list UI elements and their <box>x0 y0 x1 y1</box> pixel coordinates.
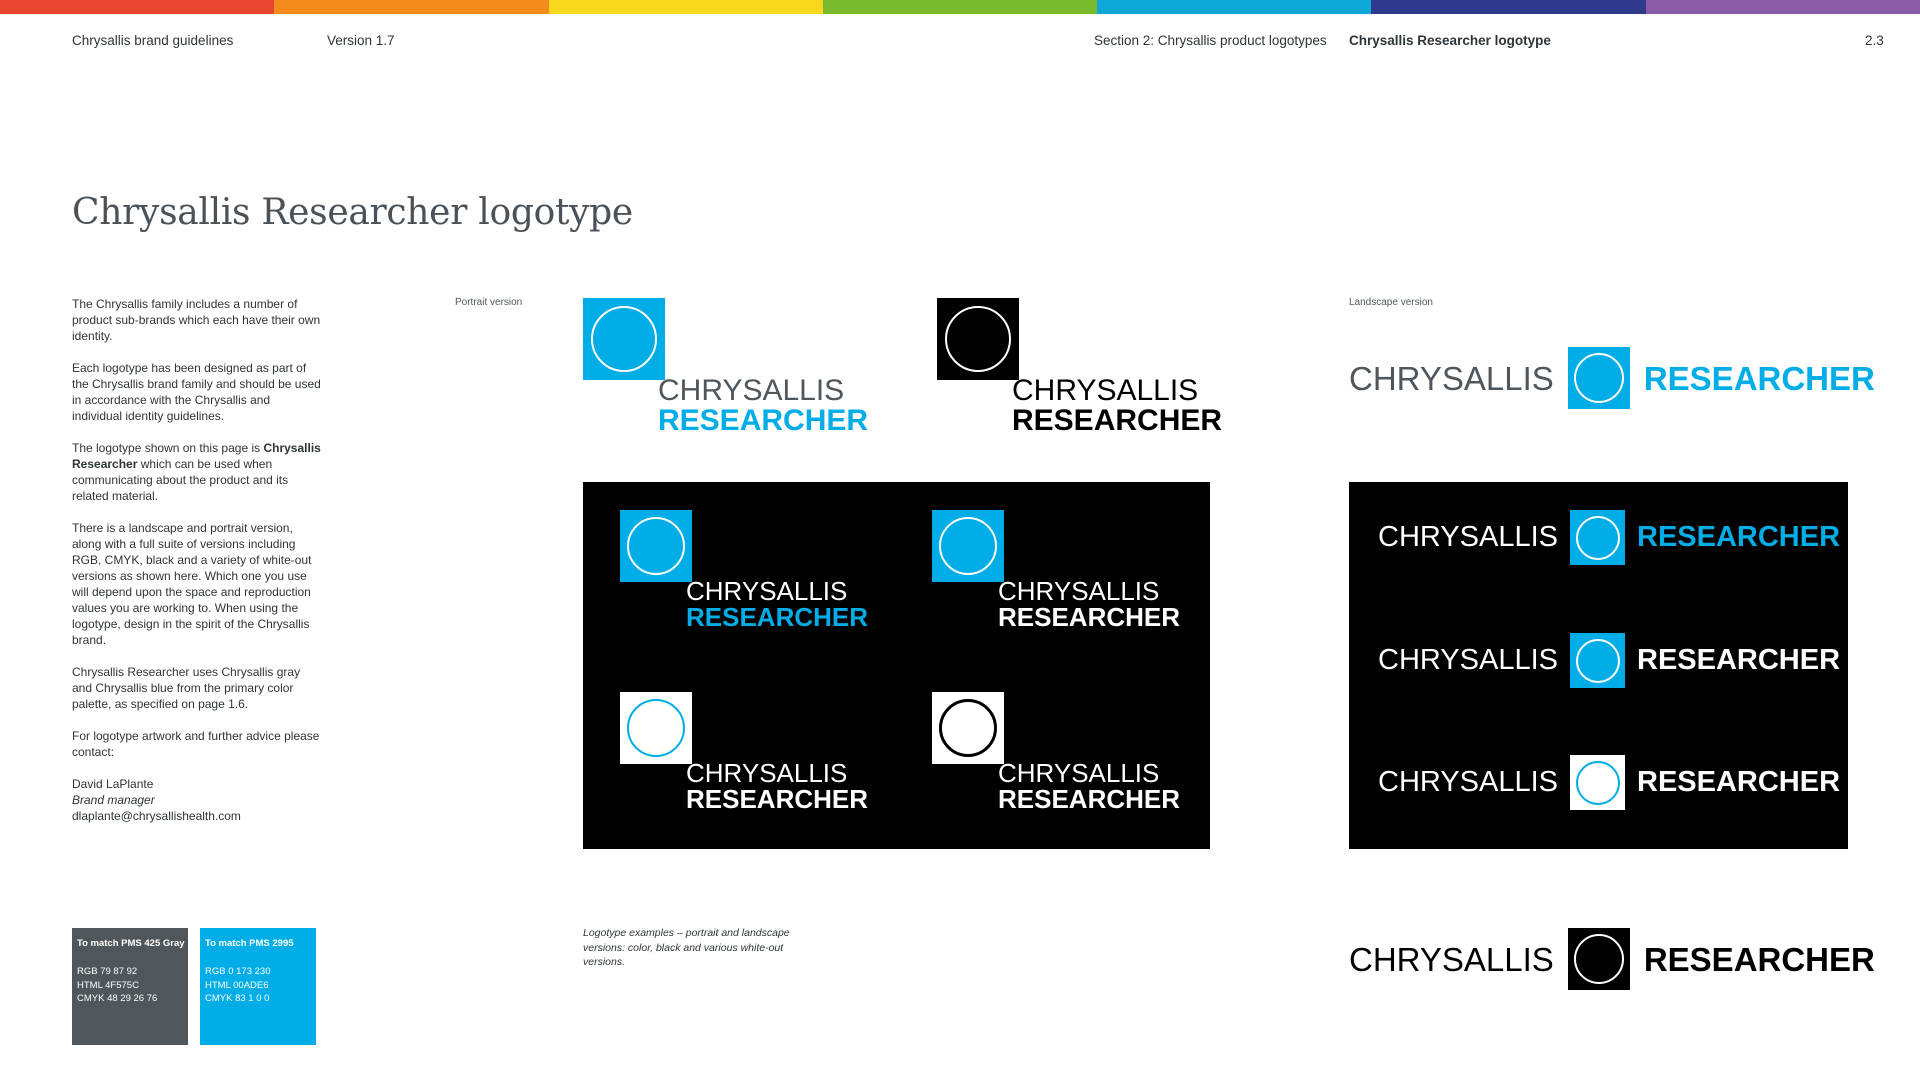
contact-email[interactable]: dlaplante@chrysallishealth.com <box>72 809 241 823</box>
logo-mark-square <box>1568 928 1630 990</box>
swatch-title: To match PMS 425 Gray <box>77 938 185 949</box>
logo-circle-icon <box>591 306 657 372</box>
logo-mark-square <box>1570 755 1625 810</box>
landscape-logo <box>1378 633 1840 688</box>
swatch-gray <box>72 928 188 1045</box>
logo-word-chrysallis: CHRYSALLIS <box>686 576 848 606</box>
intro-text <box>72 296 322 824</box>
logo-word-researcher: RESEARCHER <box>686 784 869 814</box>
page-number: 2.3 <box>1865 33 1884 48</box>
rainbow-segment <box>1646 0 1920 14</box>
logo-mark-square <box>932 692 1004 764</box>
logo-mark-square <box>1568 347 1630 409</box>
swatch-cmyk: CMYK 83 1 0 0 <box>205 993 270 1004</box>
swatch-rgb: RGB 0 173 230 <box>205 966 271 977</box>
logo-word-researcher: RESEARCHER <box>1643 359 1875 397</box>
logo-word-chrysallis: CHRYSALLIS <box>1349 359 1554 397</box>
intro-paragraph: Each logotype has been designed as part of the Chrysallis brand family and should be used in accordance with the Chrysallis and individual identity guidelines. <box>72 361 321 423</box>
logo-circle-icon <box>1574 934 1624 984</box>
logo-mark-square <box>937 298 1019 380</box>
section-label: Section 2: Chrysallis product logotypes <box>1094 33 1327 48</box>
product-name: Chrysallis Researcher <box>72 441 321 471</box>
swatch-blue <box>200 928 316 1045</box>
page-topic: Chrysallis Researcher logotype <box>1349 33 1551 48</box>
swatch-html: HTML 4F575C <box>77 979 139 991</box>
swatch-cmyk: CMYK 48 29 26 76 <box>77 993 158 1004</box>
logo-word-chrysallis: CHRYSALLIS <box>686 758 848 788</box>
swatch-html: HTML 00ADE6 <box>205 979 269 991</box>
logo-mark-square <box>620 692 692 764</box>
intro-paragraph: Chrysallis Researcher uses Chrysallis gray and Chrysallis blue from the primary color palette, as specified on page 1.6. <box>72 665 301 711</box>
logo-circle-icon <box>627 699 685 757</box>
logo-mark-square <box>583 298 665 380</box>
logo-circle-icon <box>939 517 997 575</box>
rainbow-segment <box>823 0 1097 14</box>
swatch-rgb: RGB 79 87 92 <box>77 966 138 977</box>
logo-mark-square <box>620 510 692 582</box>
logo-word-researcher: RESEARCHER <box>1637 521 1841 553</box>
logo-word-chrysallis: CHRYSALLIS <box>998 758 1160 788</box>
doc-title: Chrysallis brand guidelines <box>72 33 234 48</box>
logo-word-researcher: RESEARCHER <box>1637 766 1841 798</box>
logo-word-researcher: RESEARCHER <box>686 602 869 632</box>
rainbow-segment <box>549 0 823 14</box>
logo-word-chrysallis: CHRYSALLIS <box>998 576 1160 606</box>
logo-circle-icon <box>945 306 1011 372</box>
logo-word-researcher: RESEARCHER <box>998 602 1181 632</box>
logo-circle-icon <box>1576 761 1620 805</box>
intro-paragraph: The Chrysallis family includes a number of product sub-brands which each have their own identity. <box>72 297 321 343</box>
intro-paragraph: For logotype artwork and further advice please contact: <box>72 729 320 759</box>
contact-name: David LaPlante <box>72 777 154 791</box>
rainbow-color-bar <box>0 0 1920 14</box>
logo-mark-square <box>1570 633 1625 688</box>
logo-word-researcher: RESEARCHER <box>1637 644 1841 676</box>
logo-mark-square <box>1570 510 1625 565</box>
rainbow-segment <box>1097 0 1371 14</box>
rainbow-segment <box>274 0 548 14</box>
landscape-logo <box>1378 755 1840 810</box>
logo-circle-icon <box>1574 353 1624 403</box>
landscape-logo <box>1349 928 1875 990</box>
intro-paragraph <box>72 440 322 504</box>
portrait-version-label: Portrait version <box>455 297 523 308</box>
logo-circle-icon <box>627 517 685 575</box>
intro-text-span: which can be used when communicating about the product and its related material. <box>72 457 289 503</box>
landscape-logo <box>1349 347 1875 409</box>
logo-word-researcher: RESEARCHER <box>1643 940 1875 978</box>
logo-word-chrysallis: CHRYSALLIS <box>1349 940 1554 978</box>
logo-word-chrysallis: CHRYSALLIS <box>658 374 845 407</box>
logo-mark-square <box>932 510 1004 582</box>
logo-word-chrysallis: CHRYSALLIS <box>1378 766 1558 798</box>
intro-text-span: The logotype shown on this page is <box>72 441 264 455</box>
landscape-logo <box>1378 510 1840 565</box>
logo-word-chrysallis: CHRYSALLIS <box>1378 644 1558 676</box>
logo-circle-icon <box>939 699 997 757</box>
landscape-version-label: Landscape version <box>1349 297 1433 308</box>
logo-word-researcher: RESEARCHER <box>1012 404 1223 437</box>
contact-role: Brand manager <box>72 793 155 807</box>
intro-paragraph: There is a landscape and portrait version, along with a full suite of versions including RGB, CMYK, black and a variety of white-out versions as shown here. Which one you use will depend upon the space and reproduction values you are working to. When using the logotype, design in the spirit of the Chrysallis brand. <box>72 521 312 647</box>
logotype-caption: Logotype examples – portrait and landscape versions: color, black and various white-out versions. <box>583 927 790 968</box>
logo-word-researcher: RESEARCHER <box>998 784 1181 814</box>
rainbow-segment <box>1371 0 1645 14</box>
logo-word-chrysallis: CHRYSALLIS <box>1378 521 1558 553</box>
logo-word-chrysallis: CHRYSALLIS <box>1012 374 1199 407</box>
swatch-title: To match PMS 2995 <box>205 938 294 949</box>
page-title: Chrysallis Researcher logotype <box>72 192 633 233</box>
version-label: Version 1.7 <box>327 33 395 48</box>
logo-word-researcher: RESEARCHER <box>658 404 869 437</box>
logo-circle-icon <box>1576 639 1620 683</box>
rainbow-segment <box>0 0 274 14</box>
logo-circle-icon <box>1576 516 1620 560</box>
